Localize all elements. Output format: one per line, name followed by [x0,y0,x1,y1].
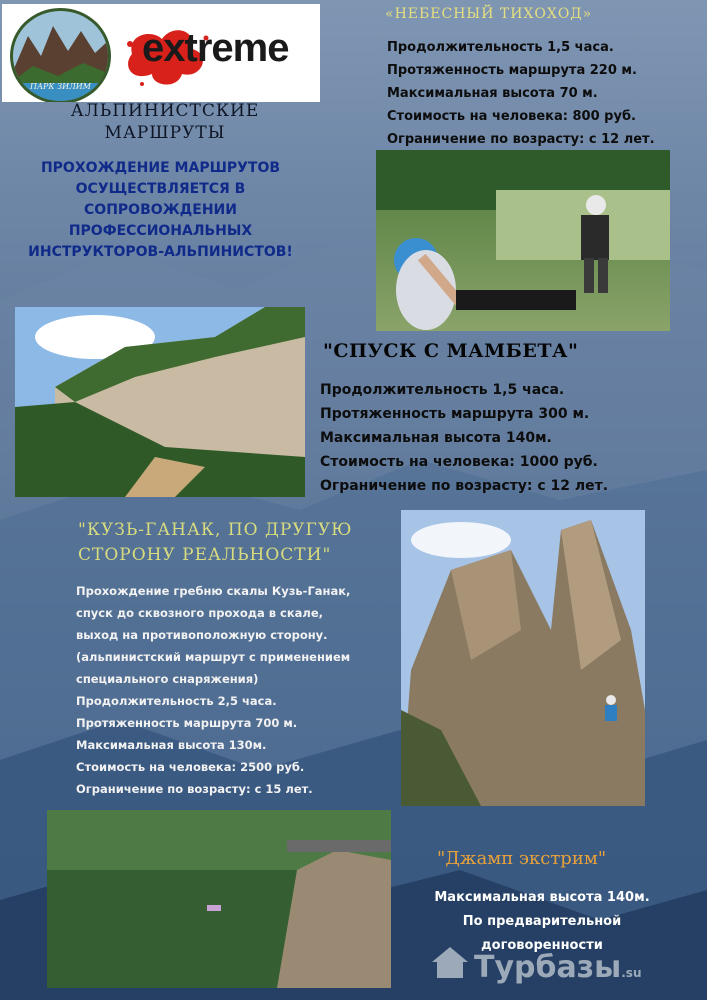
instructor-note: ПРОХОЖДЕНИЕ МАРШРУТОВ ОСУЩЕСТВЛЯЕТСЯ В СОПРОВОЖДЕНИИ ПРОФЕССИОНАЛЬНЫХ ИНСТРУКТОРОВ-АЛЬПИНИСТОВ! [28,160,293,260]
cliff-river-photo [15,307,305,497]
route-2-fact: Максимальная высота 140м. [320,430,552,446]
rock-spire-photo [401,510,645,806]
route-3-fact: Ограничение по возрасту: с 15 лет. [76,782,313,796]
brand-wordmark: extreme [142,26,289,70]
route-3-facts [76,580,396,800]
route-1-fact: Стоимость на человека: 800 руб. [387,109,636,124]
route-3-fact: (альпинистский маршрут с применением [76,650,351,664]
site-watermark [432,950,642,985]
route-1-fact: Ограничение по возрасту: с 12 лет. [387,132,655,147]
route-3-fact: спуск до сквозного прохода в скале, [76,606,324,620]
forest-jump-photo [47,810,391,988]
route-3-fact: выход на противоположную сторону. [76,628,328,642]
route-3-fact: Максимальная высота 130м. [76,738,267,752]
route-1-fact: Продолжительность 1,5 часа. [387,40,614,55]
route-4-fact: Максимальная высота 140м. [434,890,650,905]
route-2-title: "СПУСК С МАМБЕТА" [323,340,579,362]
route-1-fact: Максимальная высота 70 м. [387,86,598,101]
park-logo-caption: ПАРК ЗИЛИМ [30,82,91,91]
route-3-fact: Продолжительность 2,5 часа. [76,694,277,708]
route-1-facts [387,36,655,151]
route-2-fact: Стоимость на человека: 1000 руб. [320,454,598,470]
park-logo [10,8,111,102]
route-4-fact: договоренности [481,938,603,953]
route-1-fact: Протяженность маршрута 220 м. [387,63,637,78]
section-title: АЛЬПИНИСТСКИЕ МАРШРУТЫ [70,101,260,143]
route-2-fact: Ограничение по возрасту: с 12 лет. [320,478,609,494]
route-3-fact: Прохождение гребню скалы Кузь-Ганак, [76,584,351,598]
route-2-fact: Продолжительность 1,5 часа. [320,382,565,398]
climbers-photo [376,150,670,331]
route-3-fact: Протяженность маршрута 700 м. [76,716,298,730]
watermark-text: Турбазы [474,950,622,985]
route-3-title: "КУЗЬ-ГАНАК, ПО ДРУГУЮ СТОРОНУ РЕАЛЬНОСТИ" [78,520,353,565]
route-4-fact: По предварительной [462,914,622,929]
route-2-fact: Протяженность маршрута 300 м. [320,406,590,422]
watermark-suffix: .su [621,966,642,980]
logo-banner [2,4,320,102]
route-3-fact: Стоимость на человека: 2500 руб. [76,760,305,774]
route-2-facts [320,378,608,498]
route-4-title: "Джамп экстрим" [437,848,607,869]
route-3-fact: специального снаряжения) [76,672,259,686]
route-1-title: «НЕБЕСНЫЙ ТИХОХОД» [385,6,593,22]
